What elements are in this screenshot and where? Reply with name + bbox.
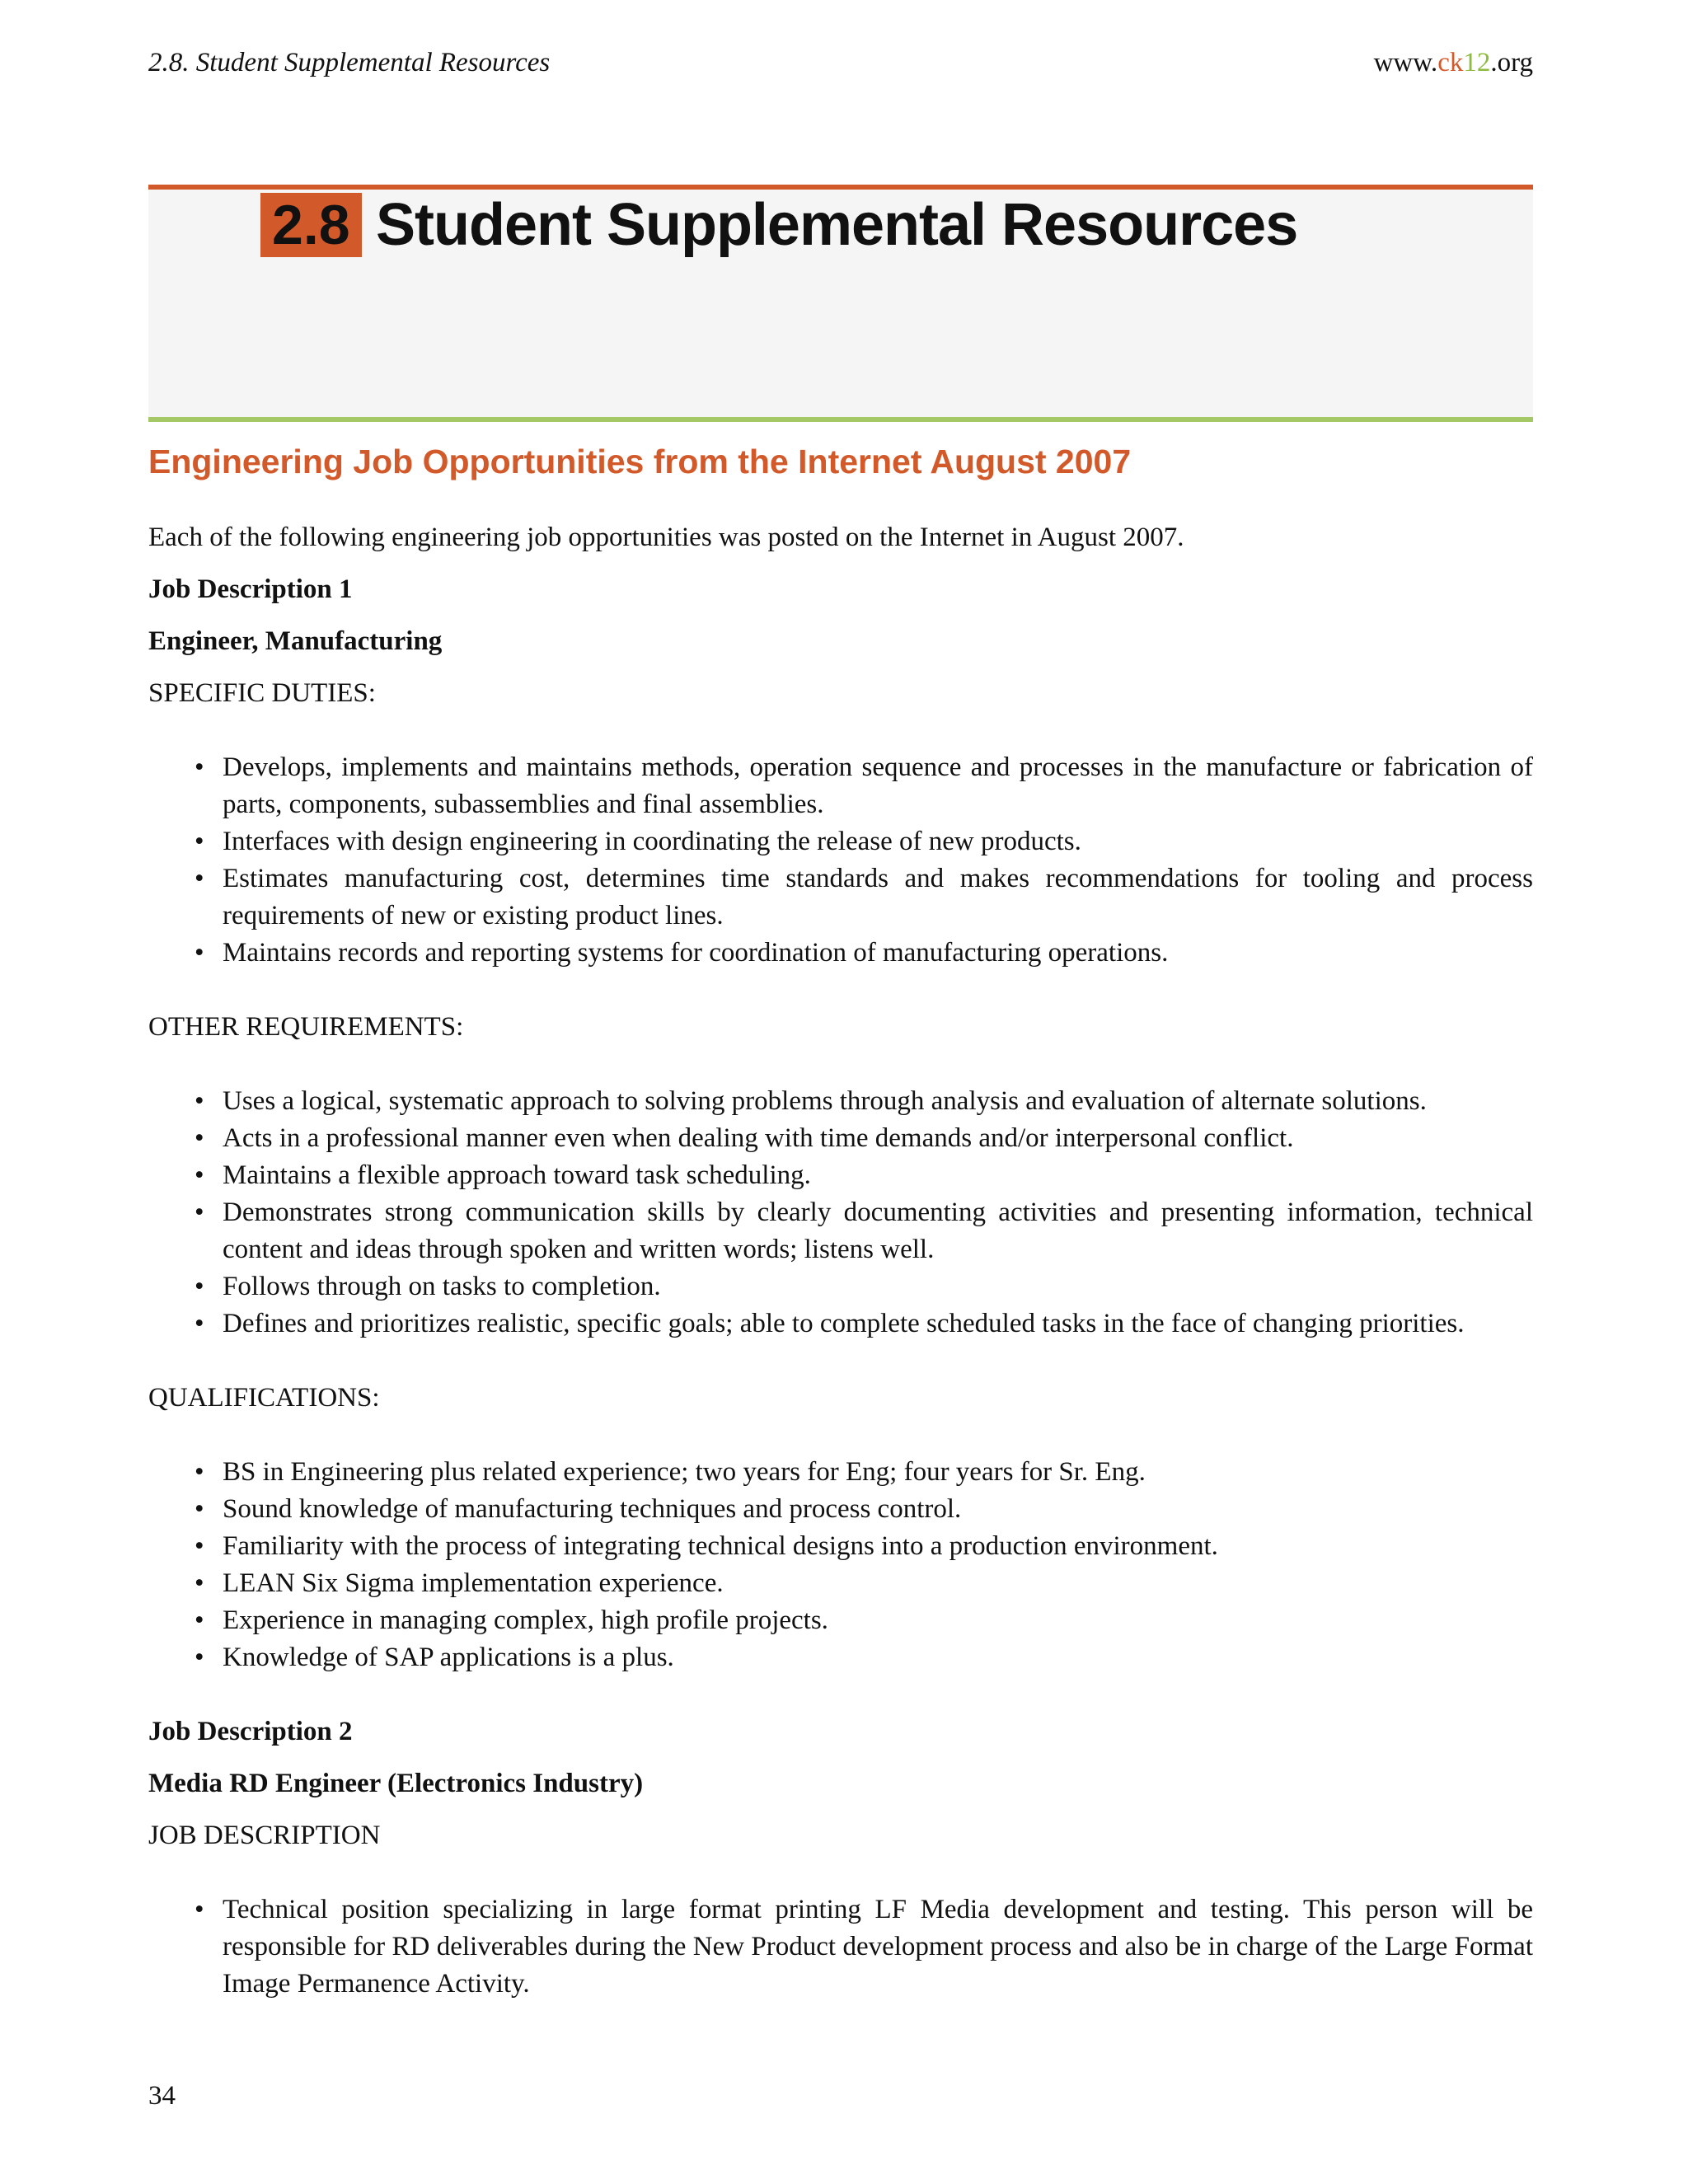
list-item [195, 1268, 1533, 1305]
bullet-icon: • [195, 1123, 204, 1153]
list-item [195, 1602, 1533, 1639]
list-item [195, 1454, 1533, 1491]
job1-title: Engineer, Manufacturing [148, 626, 443, 656]
list-item-text: Technical position specializing in large format printing LF Media development and testing. This person will be responsible for RD deliverables during the New Product development process and also be in charge of the Large Format Image Permanence Activity. [223, 1895, 1533, 1999]
url-prefix: www. [1373, 48, 1438, 77]
list-item [195, 935, 1533, 972]
section-divider [148, 417, 1533, 422]
bullet-icon: • [195, 1197, 204, 1227]
site-url[interactable] [1374, 48, 1533, 78]
bullet-icon: • [195, 1568, 204, 1598]
list-item-text: Follows through on tasks to completion. [223, 1272, 661, 1301]
list-item-text: Defines and prioritizes realistic, specific goals; able to complete scheduled tasks in the face of changing priorities. [223, 1309, 1465, 1338]
list-item-text: Develops, implements and maintains methods, operation sequence and processes in the manufacture or fabrication of parts, components, subassemblies and final assemblies. [223, 752, 1533, 819]
bullet-icon: • [195, 1605, 204, 1635]
chapter-number-badge: 2.8 [260, 193, 362, 257]
list-item-text: Knowledge of SAP applications is a plus. [223, 1643, 674, 1672]
intro-paragraph: Each of the following engineering job opportunities was posted on the Internet in August 2007. [148, 523, 1184, 552]
chapter-banner [148, 185, 1533, 420]
job2-label: Job Description 2 [148, 1717, 353, 1746]
list-item [195, 823, 1533, 860]
running-header [148, 48, 1533, 89]
bullet-icon: • [195, 752, 204, 782]
bullet-icon: • [195, 1457, 204, 1487]
url-brand-ck: ck [1437, 48, 1464, 77]
job2-description-list [148, 1891, 1533, 2003]
section-heading: Engineering Job Opportunities from the Internet August 2007 [148, 443, 1132, 480]
running-title: 2.8. Student Supplemental Resources [148, 48, 551, 77]
bullet-icon: • [195, 1895, 204, 1924]
list-item-text: Interfaces with design engineering in coordinating the release of new products. [223, 827, 1081, 856]
bullet-icon: • [195, 938, 204, 968]
list-item [195, 749, 1533, 823]
bullet-icon: • [195, 1531, 204, 1561]
job1-qualifications-label: QUALIFICATIONS: [148, 1383, 380, 1413]
bullet-icon: • [195, 1160, 204, 1190]
list-item [195, 1491, 1533, 1528]
page-number: 34 [148, 2081, 176, 2111]
bullet-icon: • [195, 864, 204, 893]
bullet-icon: • [195, 827, 204, 856]
list-item-text: Sound knowledge of manufacturing techniques and process control. [223, 1494, 962, 1524]
job1-other-label: OTHER REQUIREMENTS: [148, 1012, 464, 1042]
list-item-text: LEAN Six Sigma implementation experience. [223, 1568, 724, 1598]
bullet-icon: • [195, 1643, 204, 1672]
list-item-text: Acts in a professional manner even when dealing with time demands and/or interpersonal conflict. [223, 1123, 1294, 1153]
bullet-icon: • [195, 1494, 204, 1524]
job1-qualifications-list [148, 1454, 1533, 1676]
list-item-text: BS in Engineering plus related experience; two years for Eng; four years for Sr. Eng. [223, 1457, 1146, 1487]
list-item [195, 1528, 1533, 1565]
list-item [195, 1639, 1533, 1676]
bullet-icon: • [195, 1086, 204, 1116]
job1-label: Job Description 1 [148, 574, 353, 604]
job1-other-list [148, 1083, 1533, 1343]
list-item [195, 1194, 1533, 1268]
list-item [195, 1305, 1533, 1343]
list-item [195, 1120, 1533, 1157]
list-item-text: Familiarity with the process of integrating technical designs into a production environment. [223, 1531, 1218, 1561]
job1-duties-label: SPECIFIC DUTIES: [148, 678, 376, 708]
list-item-text: Experience in managing complex, high profile projects. [223, 1605, 828, 1635]
url-brand-12: 12 [1463, 48, 1491, 77]
job2-description-label: JOB DESCRIPTION [148, 1821, 381, 1850]
list-item-text: Maintains a flexible approach toward task scheduling. [223, 1160, 811, 1190]
list-item [195, 1891, 1533, 2003]
list-item [195, 1565, 1533, 1602]
list-item-text: Maintains records and reporting systems for coordination of manufacturing operations. [223, 938, 1169, 968]
job2-title: Media RD Engineer (Electronics Industry) [148, 1769, 644, 1798]
list-item-text: Estimates manufacturing cost, determines time standards and makes recommendations for tooling and process requirements of new or existing product lines. [223, 864, 1533, 930]
list-item-text: Demonstrates strong communication skills by clearly documenting activities and presenting information, technical content and ideas through spoken and written words; listens well. [223, 1197, 1533, 1264]
list-item [195, 1083, 1533, 1120]
list-item [195, 1157, 1533, 1194]
bullet-icon: • [195, 1272, 204, 1301]
chapter-title: Student Supplemental Resources [376, 192, 1298, 258]
list-item-text: Uses a logical, systematic approach to solving problems through analysis and evaluation of alternate solutions. [223, 1086, 1427, 1116]
url-suffix: .org [1490, 48, 1533, 77]
job1-duties-list [148, 749, 1533, 972]
bullet-icon: • [195, 1309, 204, 1338]
page-content [148, 440, 1533, 2003]
list-item [195, 860, 1533, 935]
